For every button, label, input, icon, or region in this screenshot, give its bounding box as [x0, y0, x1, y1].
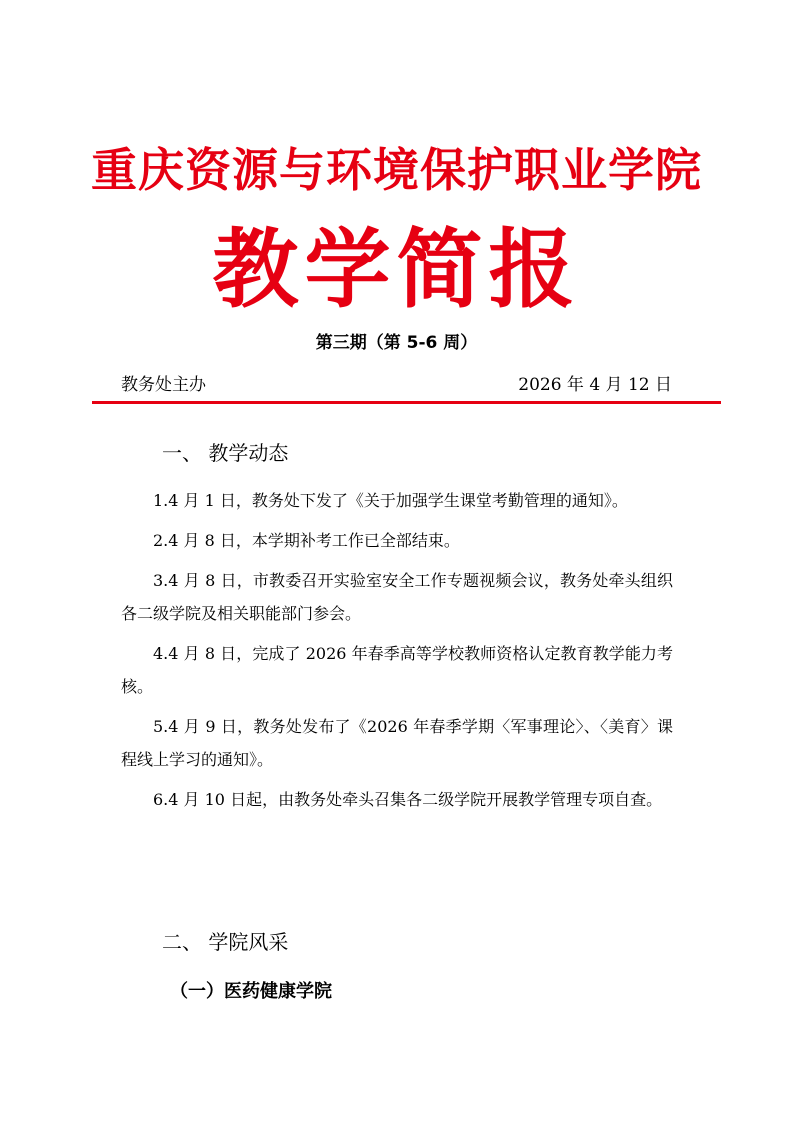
- issue-number: 第三期（第 5-6 周）: [315, 333, 478, 353]
- section-heading-teaching-news: 一、 教学动态: [162, 441, 289, 465]
- news-item: 2.4 月 8 日，本学期补考工作已全部结束。: [153, 531, 460, 550]
- subsection-heading-medical-college: （一）医药健康学院: [170, 981, 332, 1002]
- bulletin-title: 教学简报: [212, 220, 581, 320]
- news-item: 5.4 月 9 日，教务处发布了《2026 年春季学期〈军事理论〉、〈美育〉课程线上学习的通知》。: [121, 717, 673, 769]
- publish-date: 2026 年 4 月 12 日: [518, 375, 672, 395]
- news-item: 1.4 月 1 日，教务处下发了《关于加强学生课堂考勤管理的通知》。: [153, 491, 628, 510]
- teaching-news-list: [121, 484, 673, 823]
- news-item: 3.4 月 8 日，市教委召开实验室安全工作专题视频会议，教务处牵头组织各二级学院及相关职能部门参会。: [121, 571, 673, 623]
- section-heading-college-showcase: 二、 学院风采: [162, 930, 289, 954]
- organizer: 教务处主办: [121, 375, 206, 395]
- news-item: 4.4 月 8 日，完成了 2026 年春季高等学校教师资格认定教育教学能力考核。: [121, 644, 673, 696]
- header-divider: [92, 401, 721, 404]
- news-item: 6.4 月 10 日起，由教务处牵头召集各二级学院开展教学管理专项自查。: [153, 790, 663, 809]
- school-name: 重庆资源与环境保护职业学院: [91, 143, 702, 197]
